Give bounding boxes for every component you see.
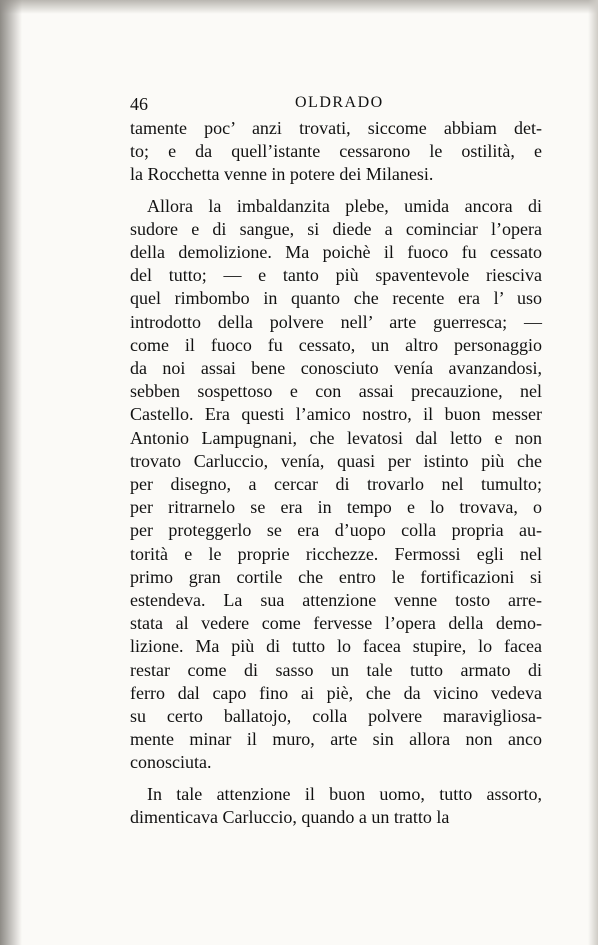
text-line: dimenticava Carluccio, quando a un tratto la [130,806,450,827]
text-line: per ritrarnelo se era in tempo e lo trovava, o [130,497,542,518]
text-line: Antonio Lampugnani, che levatosi dal letto e non [130,427,542,448]
text-line: Castello. Era questi l’amico nostro, il buon messer [130,404,542,425]
paragraph-gap [130,775,542,783]
text-line: torità e le proprie ricchezze. Fermossi egli nel [130,543,542,564]
page-number: 46 [130,94,148,114]
text-line: per proteggerlo se era d’uopo colla propria au- [130,520,542,541]
text-line: sudore e di sangue, si diede a cominciar l’opera [130,218,542,239]
text-line: to; e da quell’istante cessarono le ostilità, e [130,141,542,162]
text-line: su certo ballatojo, colla polvere maravigliosa- [130,706,542,727]
paragraph [130,195,542,775]
paragraph [130,783,542,829]
text-line: estendeva. La sua attenzione venne tosto arre- [130,590,542,611]
text-line: ferro dal capo fino ai piè, che da vicino vedeva [130,682,542,703]
text-line: per disegno, a cercar di trovarlo nel tumulto; [130,474,542,495]
text-line: tamente poc’ anzi trovati, siccome abbiam det- [130,118,542,138]
page-header [130,94,540,118]
text-line: primo gran cortile che entro le fortificazioni si [130,566,542,587]
text-line: Allora la imbaldanzita plebe, umida ancora di [147,195,542,216]
paragraph-gap [130,187,542,195]
text-line: mente minar il muro, arte sin allora non anco [130,729,542,750]
text-line: da noi assai bene conosciuto venía avanzandosi, [130,358,542,379]
text-line: In tale attenzione il buon uomo, tutto assorto, [147,783,542,804]
text-line: stata al vedere come fervesse l’opera della demo- [130,613,542,634]
body-text [130,117,542,829]
text-line: quel rimbombo in quanto che recente era l’ uso [130,288,542,309]
page-edge-shadow-top [0,0,598,14]
page-edge-shadow-left [0,0,22,945]
text-line: conosciuta. [130,752,212,773]
text-line: introdotto della polvere nell’ arte guerresca; — [130,311,542,332]
text-line: del tutto; — e tanto più spaventevole riesciva [130,265,542,286]
text-line: trovato Carluccio, venía, quasi per istinto più che [130,450,542,471]
running-head: OLDRADO [295,94,384,111]
text-line: sebben sospettoso e con assai precauzione, nel [130,381,542,402]
text-line: lizione. Ma più di tutto lo facea stupire, lo facea [130,636,542,657]
text-line: restar come di sasso un tale tutto armato di [130,659,542,680]
text-line: della demolizione. Ma poichè il fuoco fu cessato [130,242,542,263]
text-line: come il fuoco fu cessato, un altro personaggio [130,334,542,355]
paragraph [130,117,542,187]
text-line: la Rocchetta venne in potere dei Milanesi. [130,164,434,185]
page-edge-shadow-right [588,0,598,945]
